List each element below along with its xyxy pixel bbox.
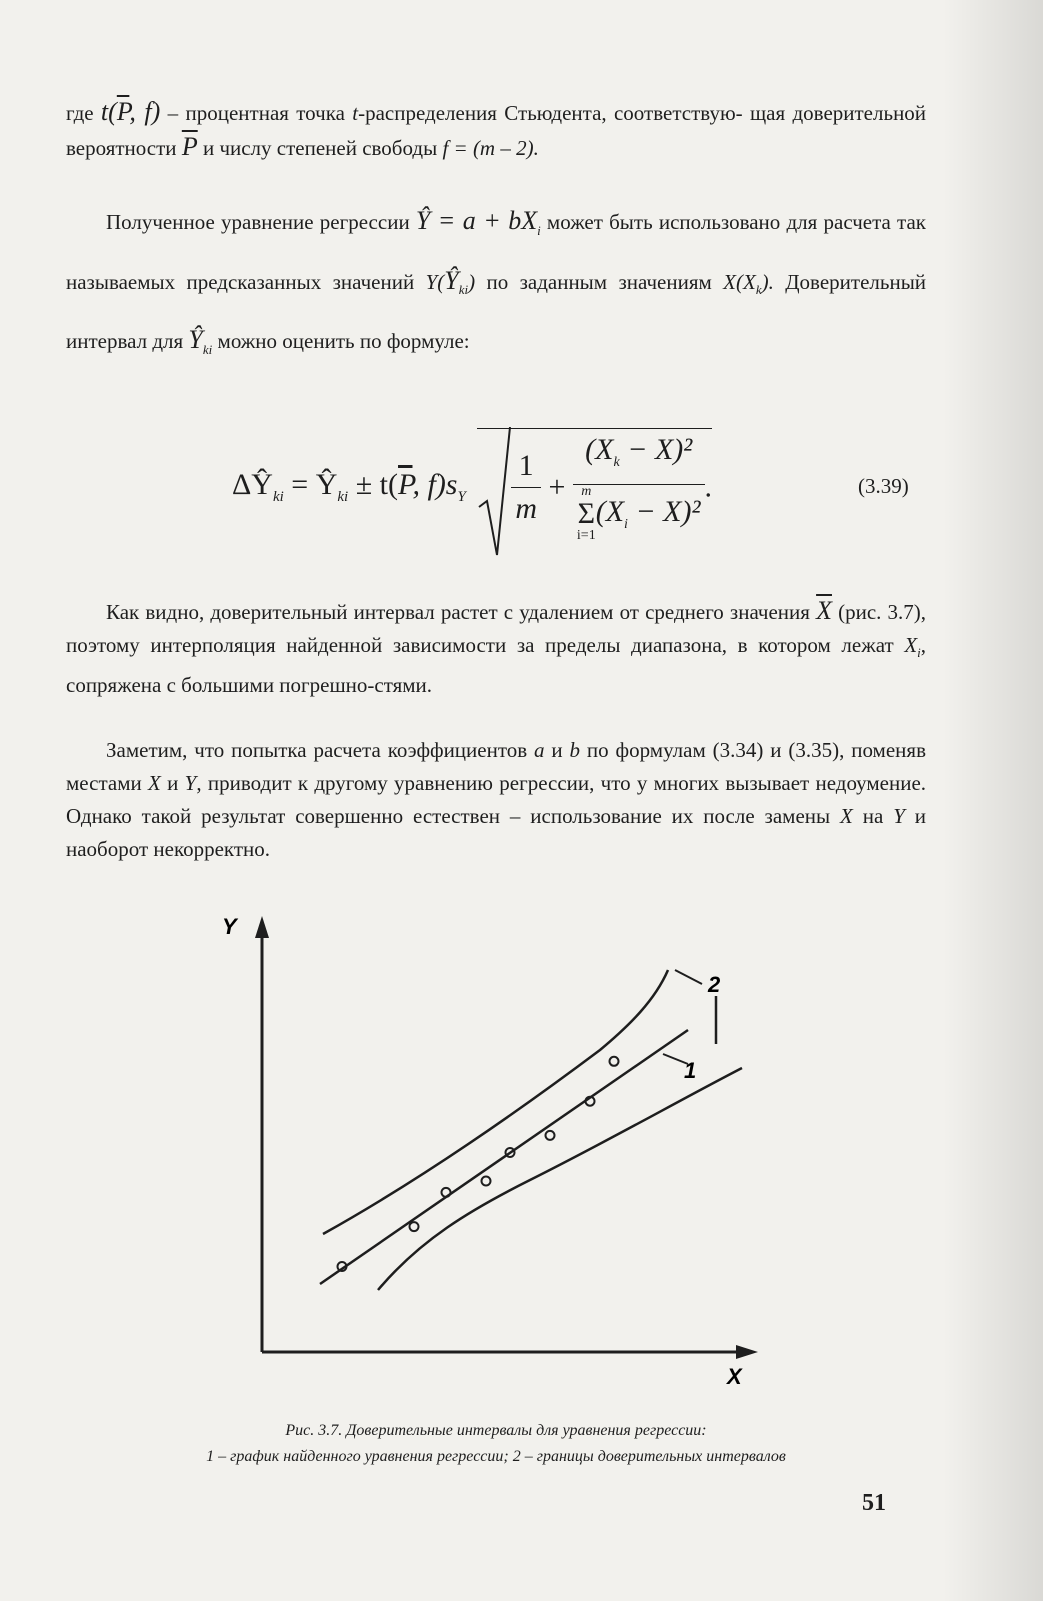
- data-point: [546, 1131, 555, 1140]
- t-function: $t(\overline{P}$, f): [100, 97, 161, 126]
- formula-lhs: $\Delta Ŷ_{ki}$ = $Ŷ_{ki} \pm t(\overline{P}$, $f)s_Y$: [232, 467, 466, 505]
- text: Как видно, доверительный интервал растет с удалением от среднего значения: [106, 600, 810, 624]
- text: где: [66, 101, 94, 125]
- label-1: 1: [684, 1058, 697, 1083]
- caption-line-1: Рис. 3.7. Доверительные интервалы для уравнения регрессии:: [285, 1422, 707, 1439]
- text: Заметим, что попытка расчета коэффициентов: [106, 738, 528, 762]
- y-symbol: Y: [184, 771, 197, 795]
- x-axis-arrow-icon: [736, 1345, 758, 1359]
- text: и: [551, 738, 563, 762]
- sum-symbol: m Σ i=1: [576, 484, 596, 543]
- text: и наоборот некорректно.: [66, 804, 927, 861]
- t-symbol: t: [352, 101, 359, 125]
- x-axis-label: X: [727, 1364, 742, 1389]
- caption-line-2: 1 – график найденного уравнения регрессии; 2 – границы доверительных интервалов: [206, 1448, 786, 1465]
- y-symbol: Y: [893, 804, 905, 828]
- fraction-1-over-m: $\frac{1}{m}$: [511, 445, 541, 530]
- data-point: [410, 1222, 419, 1231]
- data-points: [338, 1057, 619, 1271]
- label-2: 2: [708, 972, 721, 997]
- x-i-symbol: $X_i$: [904, 633, 921, 661]
- equation-number: (3.39): [858, 474, 909, 498]
- y-predicted: $Y(Ŷ_{ki})$: [425, 266, 476, 298]
- a-symbol: a: [534, 738, 545, 762]
- square-root: $\frac{1}{m}$ + $(X_k - X)^2$ m Σ i=1 $(X_i - X)^2$ .: [477, 428, 712, 546]
- label-2-leader-upper: [675, 970, 702, 984]
- x-values: $X(X_k)$.: [723, 270, 774, 298]
- text: может быть использовано для расчета так называемых предсказанных значений: [66, 210, 927, 295]
- text: -распределения Стьюдента, соответствую-: [358, 101, 743, 125]
- regression-line: [320, 1030, 688, 1284]
- upper-confidence-bound: [323, 970, 668, 1234]
- text: можно оценить по формуле:: [217, 329, 470, 354]
- text: на: [862, 804, 884, 828]
- text: , сопряжена с большими погрешно-стями.: [66, 633, 927, 698]
- y-hat-ki: $Ŷ_{ki}$: [188, 325, 213, 358]
- p-bar-symbol: $\overline{P}$: [181, 132, 198, 161]
- regression-equation: Ŷ = $a + bX_i$: [415, 206, 541, 239]
- b-symbol: b: [569, 738, 581, 762]
- text: – процентная точка: [167, 101, 345, 125]
- text: по заданным значениям: [486, 270, 712, 295]
- degrees-of-freedom: f = (m – 2).: [442, 136, 539, 160]
- text: по формулам (3.34) и (3.35), поменяв местами: [66, 738, 926, 795]
- data-point: [610, 1057, 619, 1066]
- text: Полученное уравнение регрессии: [106, 210, 410, 234]
- data-point: [482, 1177, 491, 1186]
- text: (рис. 3.7), поэтому интерполяция найденной зависимости за пределы диапазона, в котором лежат: [66, 600, 927, 657]
- x-symbol: X: [840, 804, 853, 828]
- x-symbol: X: [148, 771, 161, 795]
- page-number: 51: [862, 1490, 886, 1516]
- y-axis-arrow-icon: [255, 916, 269, 938]
- x-mean-symbol: $\overline{X}$: [816, 596, 832, 625]
- text: , приводит к другому уравнению регрессии, что у многих вызывает недоумение. Однако такой результат совершенно естествен – использование их после замены: [66, 771, 927, 828]
- text: Доверительный интервал для: [66, 270, 927, 354]
- text: и числу степеней свободы: [202, 136, 438, 160]
- fraction-deviation: $(X_k - X)^2$ m Σ i=1 $(X_i - X)^2$: [573, 429, 705, 546]
- text: щая доверительной вероятности: [66, 101, 927, 160]
- figure-caption: [66, 1418, 926, 1470]
- text: и: [167, 771, 179, 795]
- lower-confidence-bound: [378, 1068, 742, 1290]
- y-axis-label: Y: [222, 914, 237, 939]
